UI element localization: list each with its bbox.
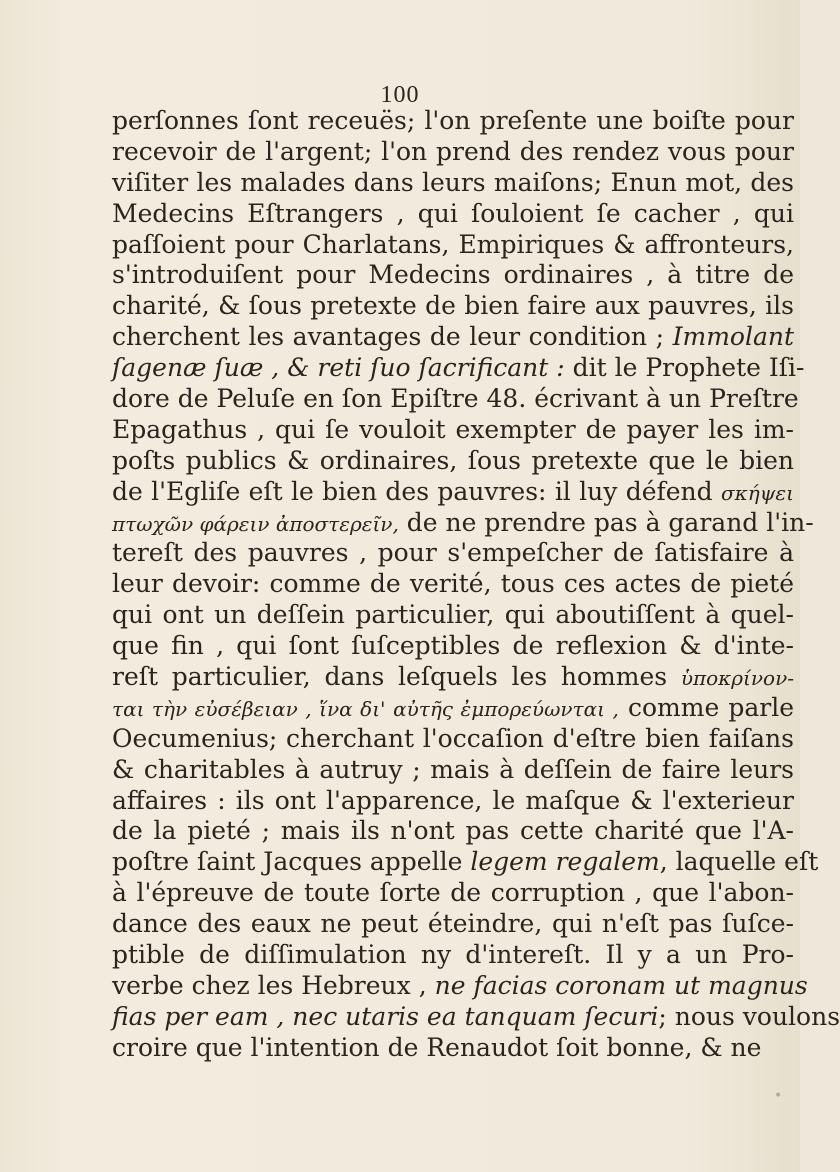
text-line — [112, 477, 794, 508]
text-line — [112, 291, 794, 322]
text-line — [112, 199, 794, 230]
text-segment: perſonnes ſont receuës; l'on preſente une boiſte pour — [112, 106, 794, 135]
text-line — [112, 970, 808, 1002]
text-segment: cherchent les avantages de leur condition ; — [112, 322, 673, 352]
text-segment: recevoir de l'argent; l'on prend des rendez vous pour — [112, 136, 794, 166]
text-segment: leur devoir: comme de verité, tous ces actes de pieté — [112, 569, 794, 599]
text-line — [112, 600, 794, 631]
text-line — [112, 693, 794, 724]
text-segment: ptible de diſſimulation ny d'intereſt. Il y a un Pro- — [112, 940, 794, 970]
text-segment: poſtre ſaint Jacques appelle — [112, 847, 471, 877]
text-segment: viſiter les malades dans leurs maiſons; Enun mot, des — [112, 167, 794, 197]
text-segment: ; nous voulons — [658, 1001, 840, 1031]
text-line — [112, 1001, 840, 1033]
text-segment: croire que l'intention de Renaudot ſoit bonne, & ne — [112, 1032, 762, 1062]
text-line — [112, 940, 794, 971]
text-line — [112, 909, 794, 940]
text-segment: & charitables à autruy ; mais à deſſein de faire leurs — [112, 754, 794, 784]
text-line — [112, 137, 794, 168]
text-segment: verbe chez les Hebreux , — [112, 970, 435, 1000]
text-line — [112, 1033, 794, 1064]
text-segment: reſt particulier, dans leſquels les hommes — [112, 662, 681, 692]
text-line — [112, 847, 819, 878]
text-line — [112, 168, 794, 199]
text-segment: à l'épreuve de toute ſorte de corruption , que l'abon- — [112, 878, 794, 908]
text-line — [112, 322, 794, 353]
text-line — [112, 230, 794, 261]
text-segment: poſts publics & ordinaires, ſous pretexte que le bien — [112, 445, 794, 475]
text-segment: dance des eaux ne peut éteindre, qui n'eſt pas ſuſce- — [112, 909, 794, 939]
text-line — [112, 415, 794, 446]
text-segment: tereſt des pauvres , pour s'empeſcher de ſatisfaire à — [112, 538, 794, 568]
text-line — [112, 755, 794, 786]
latin-italic-text: ne facias coronam ut magnus — [434, 970, 808, 1000]
text-segment: affaires : ils ont l'apparence, le maſque & l'exterieur — [112, 785, 794, 815]
text-segment: de la pieté ; mais ils n'ont pas cette charité que l'A- — [112, 816, 794, 846]
latin-italic-text: fias per eam , nec utaris ea tanquam ſecuri — [112, 1001, 659, 1031]
ink-speck: • — [774, 1088, 783, 1104]
page-number: 100 — [380, 82, 420, 108]
text-line — [112, 878, 794, 909]
text-segment: charité, & ſous pretexte de bien faire aux pauvres, ils — [112, 291, 794, 321]
text-line — [112, 106, 794, 137]
greek-text: ὑποκρίνον- — [680, 666, 794, 691]
text-line — [112, 353, 805, 384]
text-segment: s'introduiſent pour Medecins ordinaires , à titre de — [112, 260, 794, 290]
text-segment: de ne prendre pas à garand l'in- — [398, 507, 814, 537]
text-segment: paſſoient pour Charlatans, Empiriques & affronteurs, — [112, 229, 794, 259]
text-line — [112, 816, 794, 847]
text-line — [112, 631, 794, 662]
greek-text: πτωχῶν φάρειν ἀποστερεῖν, — [112, 511, 399, 536]
text-segment: , laquelle eſt — [659, 847, 819, 877]
text-segment: dore de Peluſe en ſon Epiſtre 48. écrivant à un Preſtre — [112, 384, 799, 414]
text-line — [112, 569, 794, 600]
text-segment: qui ont un deſſein particulier, qui aboutiſſent à quel- — [112, 600, 794, 630]
text-line — [112, 538, 794, 569]
text-segment: de l'Egliſe eſt le bien des pauvres: il luy défend — [112, 476, 721, 506]
text-line — [112, 786, 794, 817]
latin-italic-text: legem regalem — [470, 847, 660, 877]
text-line — [112, 662, 794, 693]
text-line — [112, 446, 794, 477]
text-segment: Oecumenius; cherchant l'occaſion d'eſtre bien faiſans — [112, 723, 794, 753]
latin-italic-text: Immolant — [672, 322, 794, 352]
text-segment: que fin , qui ſont ſuſceptibles de reflexion & d'inte- — [112, 631, 794, 661]
greek-text: ται τὴν εὐσέβειαν , ἵνα δι' αὐτῆς ἐμπορεύωνται , — [112, 696, 619, 721]
text-segment: Epagathus , qui ſe vouloit exempter de payer les im- — [112, 414, 794, 444]
text-segment: comme parle — [618, 692, 794, 722]
text-segment: dit le Prophete Iſi- — [564, 353, 805, 383]
text-line — [112, 384, 799, 415]
text-segment: Medecins Eſtrangers , qui ſouloient ſe cacher , qui — [112, 198, 794, 228]
text-line — [112, 724, 794, 755]
latin-italic-text: ſagenæ ſuæ , & reti ſuo ſacrificant : — [112, 353, 565, 383]
text-line — [112, 260, 794, 291]
text-line — [112, 507, 814, 539]
body-text — [112, 106, 840, 1064]
greek-text: σκήψει — [720, 480, 794, 505]
